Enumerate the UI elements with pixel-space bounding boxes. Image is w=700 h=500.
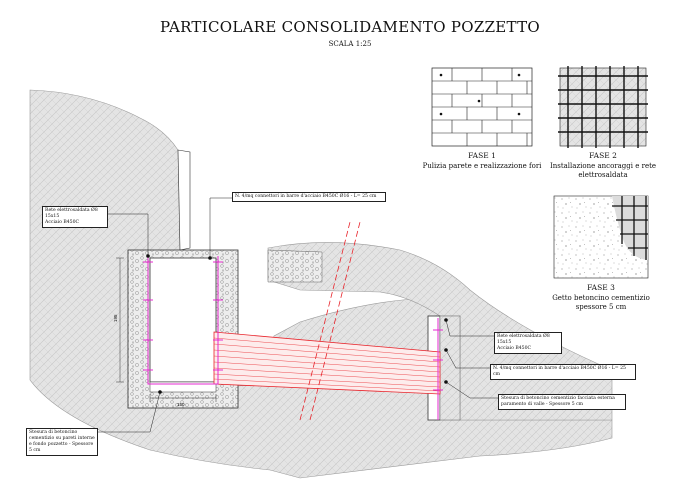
phase3-caption xyxy=(545,283,657,312)
drawing-title: PARTICOLARE CONSOLIDAMENTO POZZETTO xyxy=(159,18,541,36)
phase2-description: Installazione ancoraggi e rete elettrosaldata xyxy=(549,162,657,179)
note-top-connectors: N. 4/mq connettori in barre d'acciaio B450C Ø16 - L= 25 cm xyxy=(232,192,386,202)
phase3-label: FASE 3 xyxy=(587,283,615,292)
drawing-scale: SCALA 1:25 xyxy=(328,40,372,48)
ground-hatch xyxy=(30,90,612,478)
note-left-mesh: Rete elettrosaldata Ø8 15x15 Acciaio B450C xyxy=(42,206,108,228)
note-bottom-left: Stesura di betoncino cementizio su pareti interne e fondo pozzetto - Spessore 5 cm xyxy=(26,428,98,456)
dim-width-label: 150 xyxy=(177,402,185,407)
phase1-illustration xyxy=(432,68,532,146)
note-right-connectors: N. 4/mq connettori in barre d'acciaio B450C Ø16 - L= 25 cm xyxy=(490,364,636,380)
phase3-description: Getto betoncino cementizio spessore 5 cm xyxy=(552,294,650,311)
phase3-illustration xyxy=(554,196,648,278)
phase2-caption xyxy=(548,151,658,180)
phase2-illustration xyxy=(558,66,648,148)
phase1-label: FASE 1 xyxy=(468,151,496,160)
phase1-description: Pulizia parete e realizzazione fori xyxy=(422,162,542,170)
note-right-bottom: Stesura di betoncino cementizio facciata esterna paramento di valle - Spessore 5 cm xyxy=(498,394,626,410)
phase2-label: FASE 2 xyxy=(589,151,617,160)
phase1-caption xyxy=(422,151,542,171)
dim-height-label: 195 xyxy=(113,314,118,322)
note-right-mesh: Rete elettrosaldata Ø8 15x15 Acciaio B450C xyxy=(494,332,562,354)
